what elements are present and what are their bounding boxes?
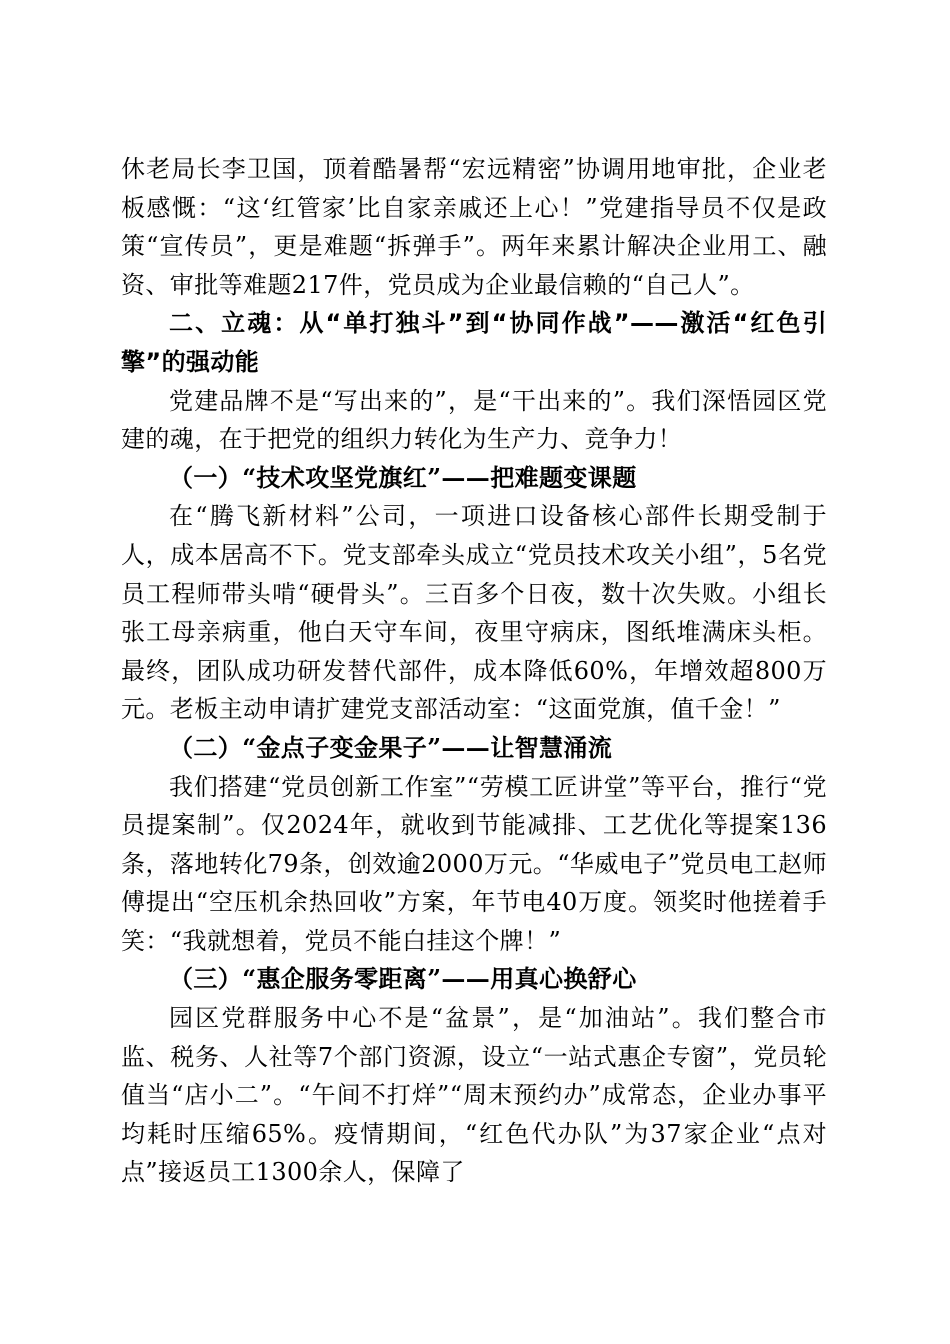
body-paragraph: 园区党群服务中心不是“盆景”，是“加油站”。我们整合市监、税务、人社等7个部门资源，设立“一站式惠企专窗”，党员轮值当“店小二”。“午间不打烊”“周末预约办”成常态，企业办事平均耗时压缩65%。疫情期间，“红色代办队”为37家企业“点对点”接返员工1300余人，保障了 [121, 1004, 827, 1187]
subsection-heading: （三）“惠企服务零距离”——用真心换舒心 [169, 964, 637, 994]
body-paragraph: 在“腾飞新材料”公司，一项进口设备核心部件长期受制于人，成本居高不下。党支部牵头成立“党员技术攻关小组”，5名党员工程师带头啃“硬骨头”。三百多个日夜，数十次失败。小组长张工母亲病重，他白天守车间，夜里守病床，图纸堆满床头柜。最终，团队成功研发替代部件，成本降低60%，年增效超800万元。老板主动申请扩建党支部活动室：“这面党旗，值千金！” [121, 502, 827, 724]
body-paragraph: 我们搭建“党员创新工作室”“劳模工匠讲堂”等平台，推行“党员提案制”。仅2024年，就收到节能减排、工艺优化等提案136条，落地转化79条，创效逾2000万元。“华威电子”党员电工赵师傅提出“空压机余热回收”方案，年节电40万度。领奖时他搓着手笑：“我就想着，党员不能白挂这个牌！” [121, 772, 827, 955]
section-heading: 二、立魂：从“单打独斗”到“协同作战”——激活“红色引擎”的强动能 [121, 309, 827, 376]
subsection-heading: （一）“技术攻坚党旗红”——把难题变课题 [169, 462, 637, 492]
document-body [121, 150, 827, 1192]
body-paragraph: 休老局长李卫国，顶着酷暑帮“宏远精密”协调用地审批，企业老板感慨：“这‘红管家’比自家亲戚还上心！”党建指导员不仅是政策“宣传员”，更是难题“拆弹手”。两年来累计解决企业用工、融资、审批等难题217件，党员成为企业最信赖的“自己人”。 [121, 155, 827, 299]
body-paragraph: 党建品牌不是“写出来的”，是“干出来的”。我们深悟园区党建的魂，在于把党的组织力转化为生产力、竞争力！ [121, 386, 827, 454]
subsection-heading: （二）“金点子变金果子”——让智慧涌流 [169, 732, 613, 762]
